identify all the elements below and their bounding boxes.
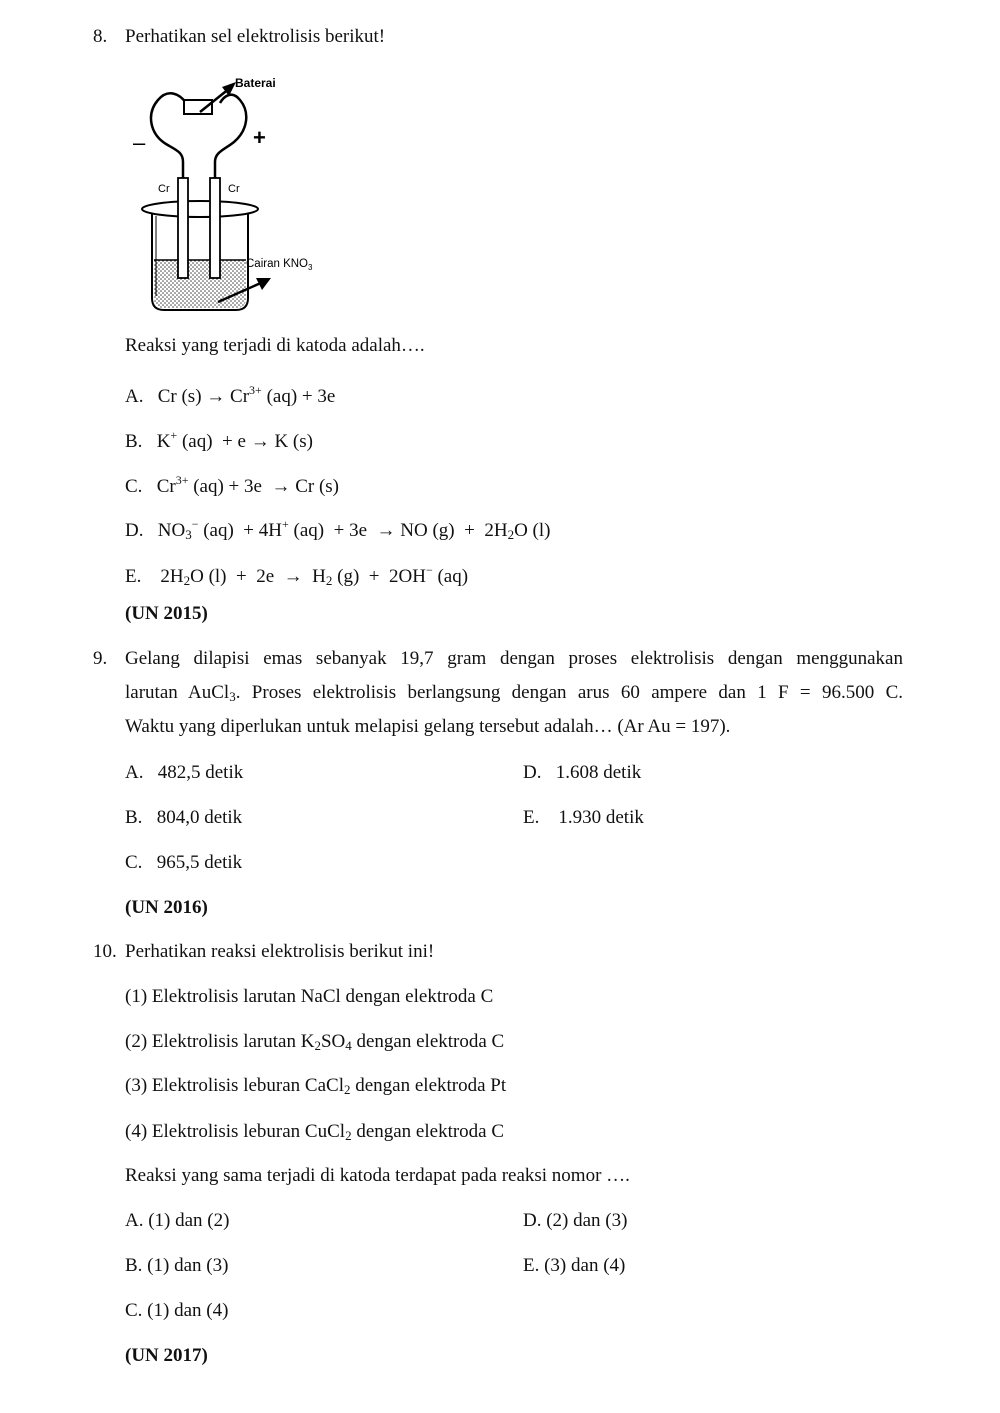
negative-terminal-label: – — [133, 130, 146, 155]
question-9-line-2: larutan AuCl$_3$. Proses elektrolisis berlangsung dengan arus 60 ampere dan 1 F = 96.500 C. — [125, 682, 903, 704]
question-10-number: 10. — [93, 941, 117, 962]
question-10-option-b[interactable]: B. (1) dan (3) — [125, 1255, 229, 1276]
question-10-prompt: Reaksi yang sama terjadi di katoda terdapat pada reaksi nomor …. — [125, 1165, 630, 1186]
question-10-option-d[interactable]: D. (2) dan (3) — [523, 1210, 628, 1231]
liquid-label: Cairan $KNO_3$ — [246, 258, 313, 272]
question-9-line-3: Waktu yang diperlukan untuk melapisi gelang tersebut adalah… (Ar Au = 197). — [125, 716, 731, 737]
question-9-option-c[interactable]: C. 965,5 detik — [125, 852, 243, 873]
question-8-option-a[interactable]: A. Cr $(s) \to Cr^{3+}$ (aq) + 3e — [125, 383, 336, 407]
question-10-item-2: (2) Elektrolisis larutan $K_2SO_4$ dengan elektroda C — [125, 1031, 505, 1053]
question-8-option-b[interactable]: B. K+ (aq) + e → K (s) — [125, 428, 313, 452]
question-9-option-d[interactable]: D. 1.608 detik — [523, 762, 642, 783]
question-8-source: (UN 2015) — [125, 603, 208, 624]
question-8-stem: Perhatikan sel elektrolisis berikut! — [125, 26, 386, 47]
positive-terminal-label: + — [253, 125, 266, 150]
electrolysis-cell-diagram — [128, 70, 368, 315]
question-9-number: 9. — [93, 648, 108, 669]
question-10-option-a[interactable]: A. (1) dan (2) — [125, 1210, 230, 1231]
question-9-option-e[interactable]: E. 1.930 detik — [523, 807, 644, 828]
question-9-line-1: Gelang dilapisi emas sebanyak 19,7 gram dengan proses elektrolisis dengan menggunakan — [125, 648, 903, 669]
electrolyte-liquid — [154, 260, 246, 308]
question-10-item-3: (3) Elektrolisis leburan CaCl$_2$ dengan elektroda Pt — [125, 1075, 507, 1097]
question-9-source: (UN 2016) — [125, 897, 208, 918]
question-10-option-c[interactable]: C. (1) dan (4) — [125, 1300, 229, 1321]
right-electrode-label: Cr — [228, 183, 240, 195]
question-10-item-1: (1) Elektrolisis larutan NaCl dengan elektroda C — [125, 986, 494, 1007]
question-8-prompt: Reaksi yang terjadi di katoda adalah…. — [125, 335, 425, 356]
question-8-option-d[interactable]: D. $NO_3^-$ (aq) + 4H+ (aq) + 3e → NO $(g) + 2H_2O$ (l) — [125, 517, 551, 542]
question-9-option-b[interactable]: B. 804,0 detik — [125, 807, 243, 828]
right-electrode — [210, 178, 220, 278]
battery-label: Baterai — [235, 76, 276, 90]
question-10-stem: Perhatikan reaksi elektrolisis berikut ini! — [125, 941, 435, 962]
question-8-number: 8. — [93, 26, 108, 47]
left-electrode — [178, 178, 188, 278]
question-8-option-e[interactable]: E. $2H_2O$ $(l) + 2e \to H_2$ (g) + 2OH− (aq) — [125, 563, 469, 588]
question-8-option-c[interactable]: C. $Cr^{3+}$ (aq) + 3e → Cr (s) — [125, 473, 340, 497]
question-9-option-a[interactable]: A. 482,5 detik — [125, 762, 244, 783]
question-10-source: (UN 2017) — [125, 1345, 208, 1366]
left-electrode-label: Cr — [158, 183, 170, 195]
question-10-option-e[interactable]: E. (3) dan (4) — [523, 1255, 626, 1276]
question-10-item-4: (4) Elektrolisis leburan CuCl$_2$ dengan elektroda C — [125, 1121, 505, 1143]
